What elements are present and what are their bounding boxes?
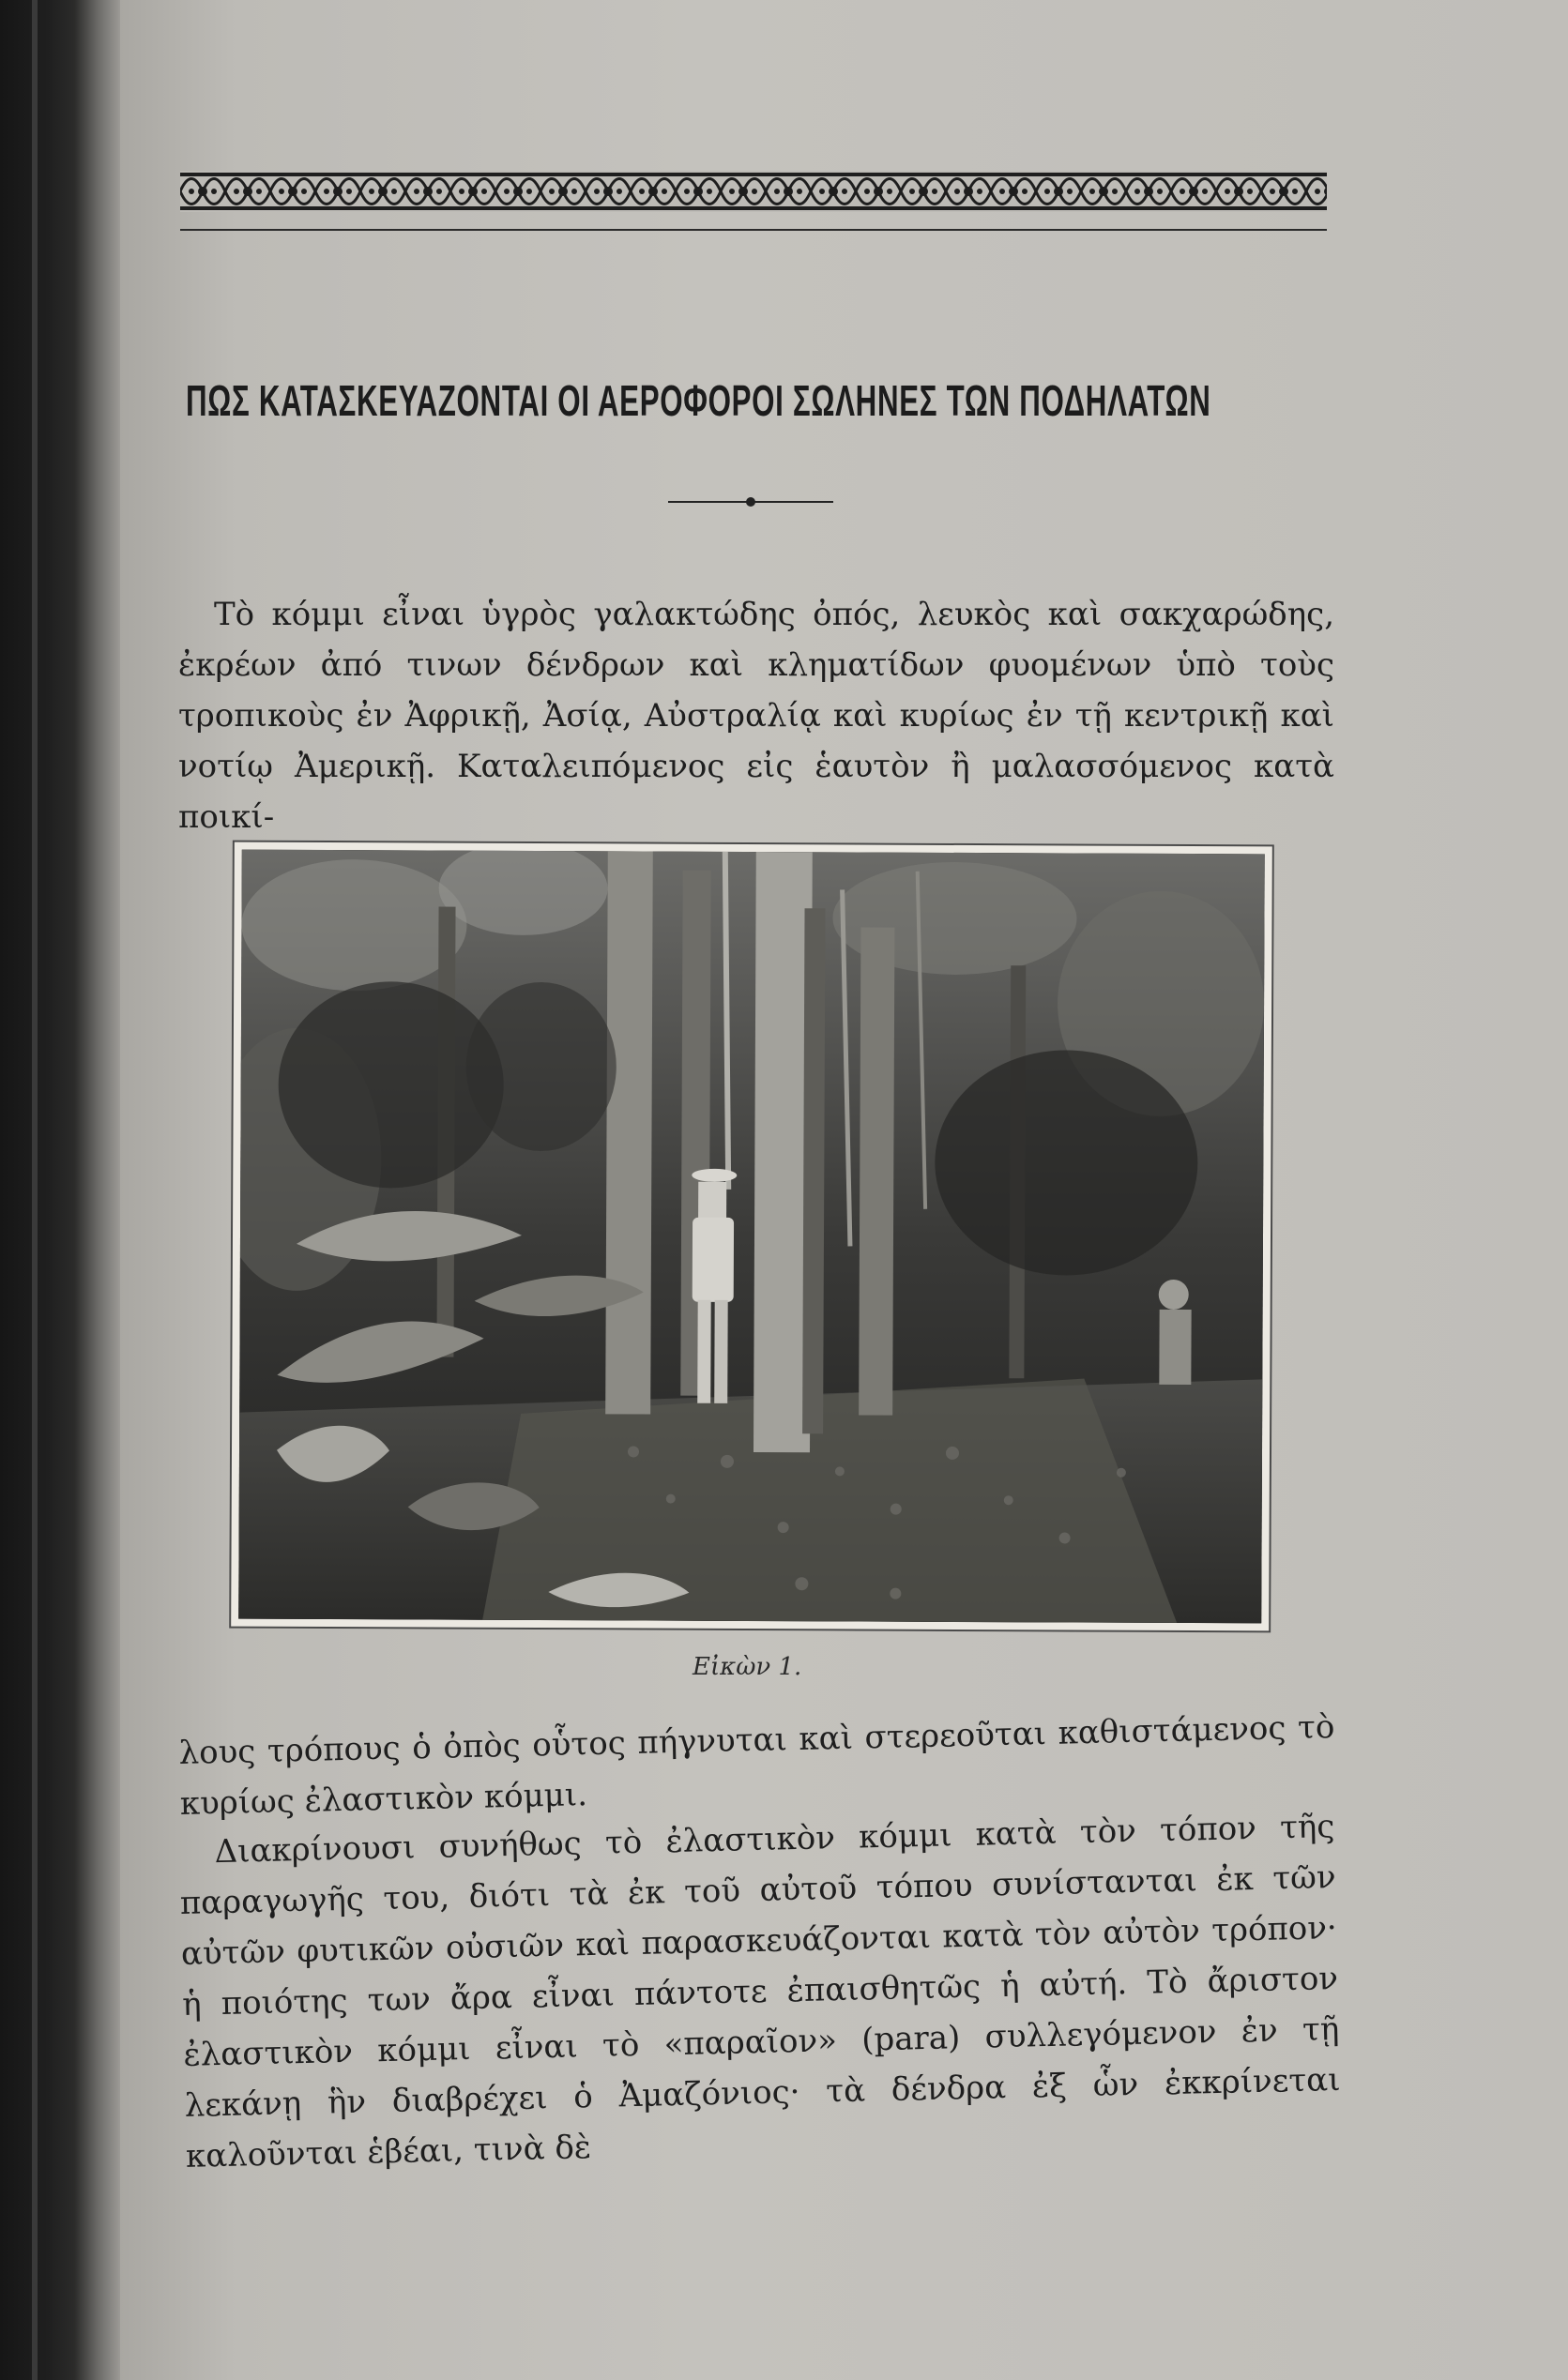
- ornamental-header-band: [180, 171, 1327, 212]
- figure-photograph: [229, 841, 1274, 1633]
- paragraph-2: λους τρόπους ὁ ὀπὸς οὗτος πήγνυται καὶ στερεοῦται καθιστάμενος τὸ κυρίως ἐλαστικὸν κόμμι.: [178, 1708, 1335, 1823]
- book-binding-shadow: [0, 0, 120, 2380]
- paragraph-1: Τὸ κόμμι εἶναι ὑγρὸς γαλακτώδης ὀπός, λευκὸς καὶ σακχαρώδης, ἐκρέων ἀπό τινων δένδρων καὶ κληματίδων φυομένων ὑπὸ τοὺς τροπικοὺς ἐν Ἀφρικῇ, Ἀσίᾳ, Αὐστραλίᾳ καὶ κυρίως ἐν τῇ κεντρικῇ καὶ νοτίῳ Ἀμερικῇ. Καταλειπόμενος εἰς ἑαυτὸν ἢ μαλασσόμενος κατὰ ποικί-: [178, 596, 1334, 836]
- paragraph-3: Διακρίνουσι συνήθως τὸ ἐλαστικὸν κόμμι κατὰ τὸν τόπον τῆς παραγωγῆς του, διότι τὰ ἐκ τοῦ αὐτοῦ τόπου συνίστανται ἐκ τῶν αὐτῶν φυτικῶν οὐσιῶν καὶ παρασκευάζονται κατὰ τὸν αὐτὸν τρόπον· ἡ ποιότης των ἄρα εἶναι πάντοτε ἐπαισθητῶς ἡ αὐτή. Τὸ ἄριστον ἐλαστικὸν κόμμι εἶναι τὸ «παραῖον» (para) συλλεγόμενον ἐν τῇ λεκάνῃ ἣν διαβρέχει ὁ Ἀμαζόνιος· τὰ δένδρα ἐξ ὧν ἐκκρίνεται καλοῦνται ἑβέαι, τινὰ δὲ: [179, 1808, 1341, 2175]
- header-rule: [180, 229, 1327, 231]
- rainforest-photo: [238, 850, 1265, 1624]
- title-separator: [668, 495, 833, 508]
- figure-caption: Εἰκὼν 1.: [693, 1653, 802, 1681]
- article-title: ΠΩΣ ΚΑΤΑΣΚΕΥΑΖΟΝΤΑΙ ΟΙ ΑΕΡΟΦΟΡΟΙ ΣΩΛΗΝΕΣ ΤΩΝ ΠΟΔΗΛΑΤΩΝ: [186, 376, 1211, 425]
- binding-edge: [32, 0, 38, 2380]
